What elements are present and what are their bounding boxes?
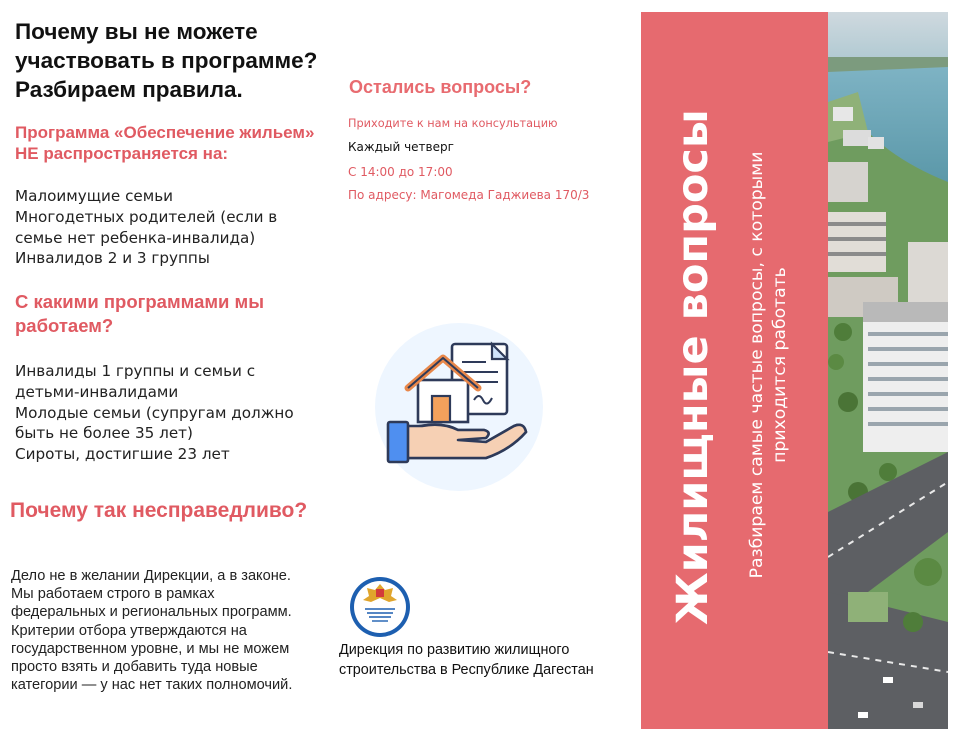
programs-list [15,361,315,465]
vertical-subtitle: Разбираем самые частые вопросы, с которыми приходится работать [747,151,790,579]
organization-name: Дирекция по развитию жилищного строительства в Республике Дагестан [339,642,594,678]
list-item: Многодетных родителей (если в семье нет ребенка-инвалида) [15,207,278,247]
page-title: Почему вы не можете участвовать в программе? Разбираем правила. [15,19,318,102]
excluded-list [15,186,315,269]
list-item: Малоимущие семьи [15,187,174,205]
unfair-heading: Почему так несправедливо? [10,499,308,522]
questions-heading: Остались вопросы? [349,77,532,97]
list-item: Сироты, достигшие 23 лет [15,445,230,464]
list-item: Молодые семьи (супругам должно быть не более 35 лет) [15,403,294,443]
list-item: Инвалиды 1 группы и семьи с детьми-инвалидами [15,362,256,401]
house-in-hand-with-document-icon [374,322,544,492]
day-text: Каждый четверг [348,140,454,154]
consultation-text: Приходите к нам на консультацию [348,117,558,130]
list-item: Инвалидов 2 и 3 группы [15,249,210,268]
vertical-title: Жилищные вопросы [668,109,718,625]
organization-emblem-icon [349,576,411,638]
city-aerial-photo [828,12,948,729]
unfair-paragraph: Дело не в желании Дирекции, а в законе. Мы работаем строго в рамках федеральных и региональных программ. Критерии отбора утверждаются на государственном уровне, и мы не можем просто взять и добавить туда новые категории — у нас нет таких полномочий. [11,568,293,694]
programs-heading: С какими программами мы работаем? [15,291,265,336]
address-text: По адресу: Магомеда Гаджиева 170/3 [348,188,590,202]
time-text: С 14:00 до 17:00 [348,165,453,179]
excluded-heading: Программа «Обеспечение жильем» НЕ распространяется на: [15,123,315,163]
